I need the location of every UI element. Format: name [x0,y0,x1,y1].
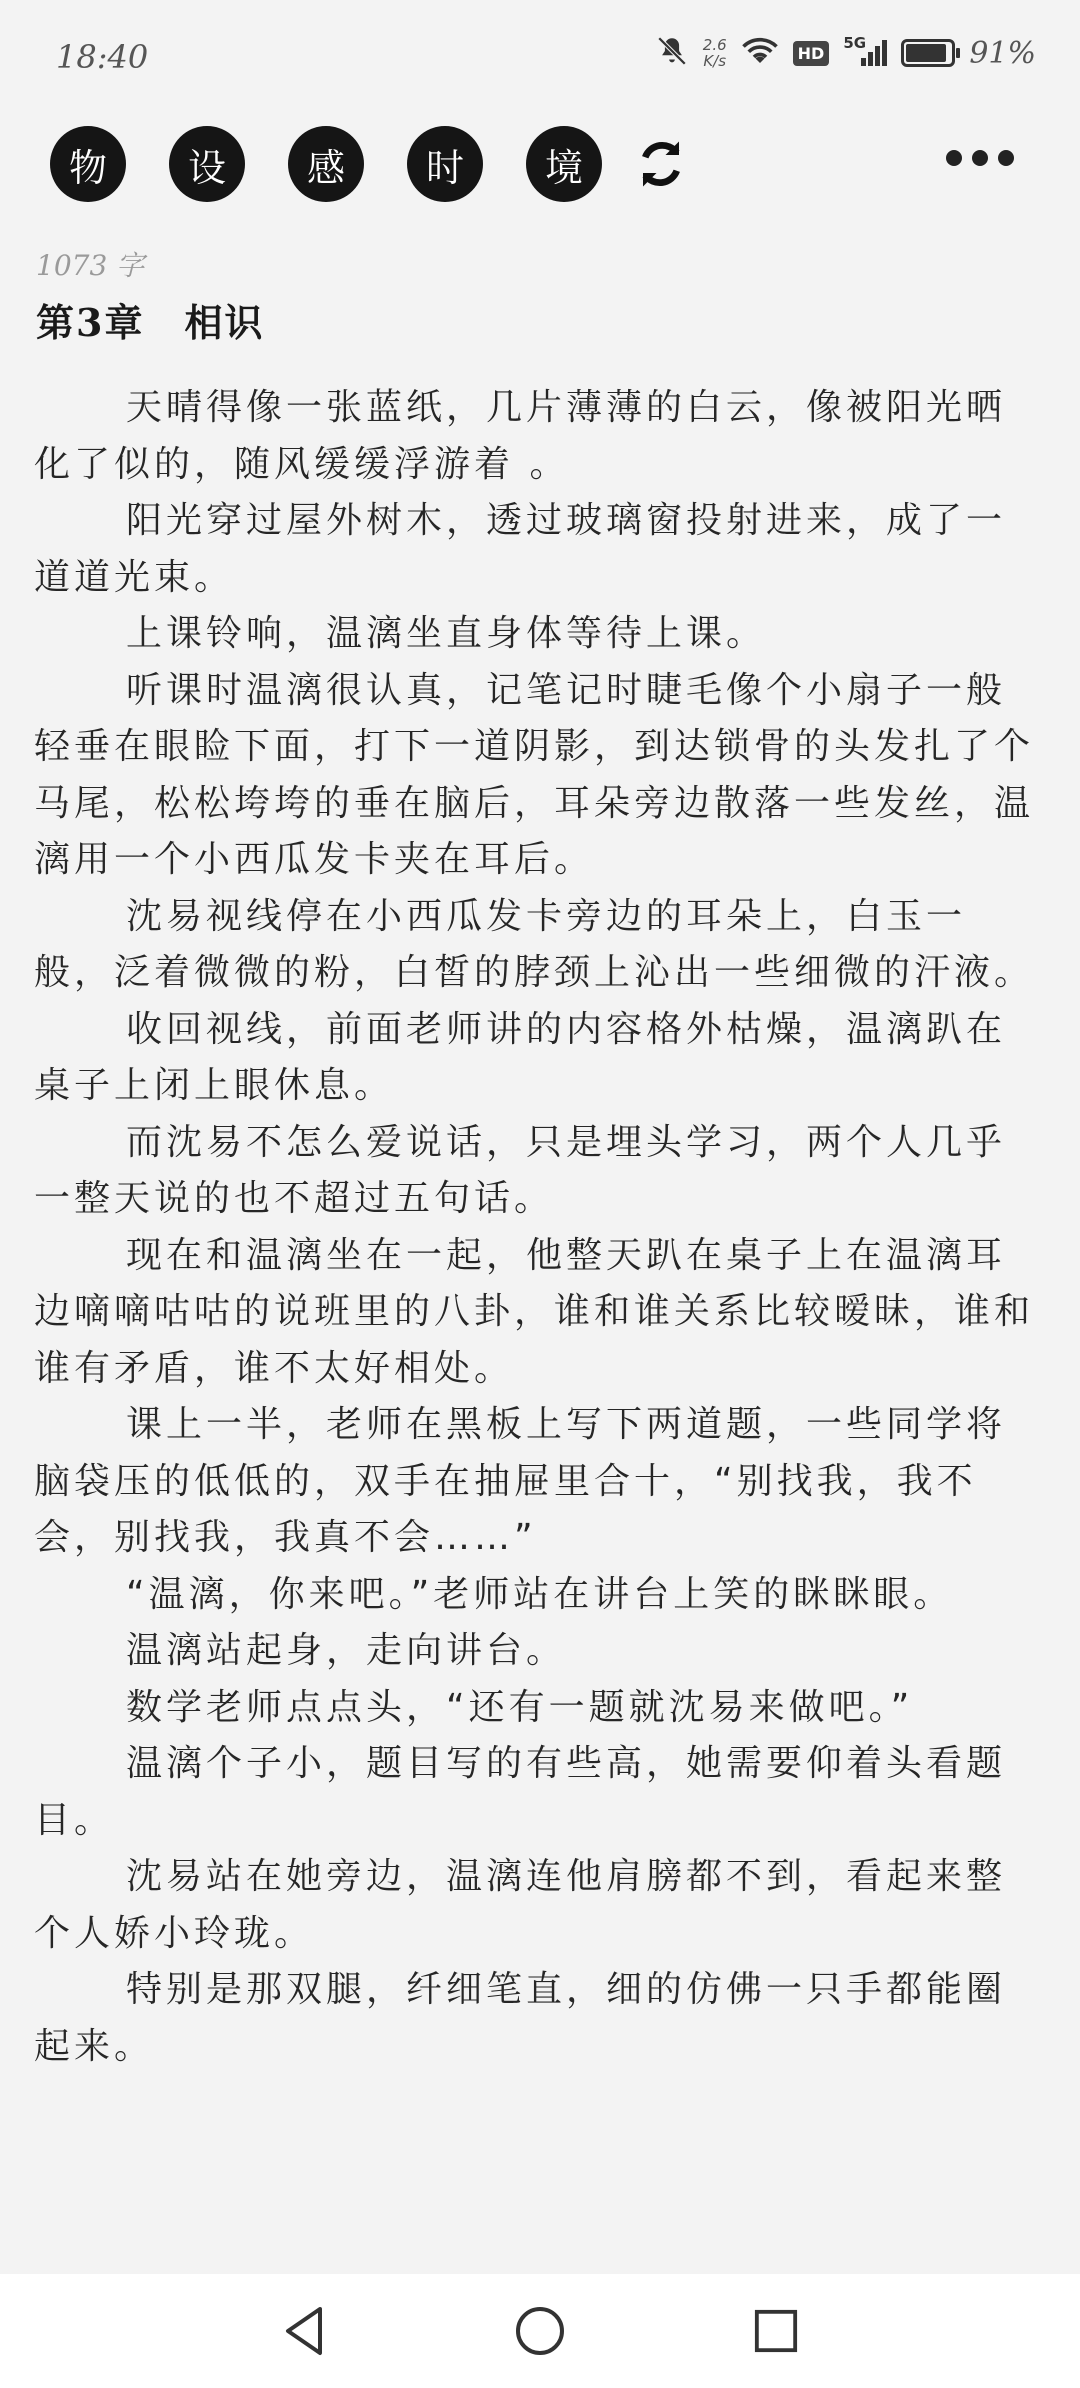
chapter-number: 第3章 [36,300,145,345]
chapter-name: 相识 [184,300,265,345]
paragraph: 温漓个子小，题目写的有些高，她需要仰着头看题目。 [34,1743,1007,1841]
chapter-title [36,292,264,347]
paragraph: 沈易视线停在小西瓜发卡旁边的耳朵上，白玉一般，泛着微微的粉，白皙的脖颈上沁出一些细微的汗液。 [34,895,1035,993]
status-bar [0,0,1080,118]
paragraph: 听课时温漓很认真，记笔记时睫毛像个小扇子一般轻垂在眼睑下面，打下一道阴影，到达锁骨的头发扎了个马尾，松松垮垮的垂在脑后，耳朵旁边散落一些发丝，温漓用一个小西瓜发卡夹在耳后。 [34,669,1035,880]
status-time: 18:40 [56,38,149,76]
tool-button-she[interactable]: 设 [169,126,245,202]
chapter-content [34,380,1044,2075]
paragraph: 而沈易不怎么爱说话，只是埋头学习，两个人几乎一整天说的也不超过五句话。 [34,1121,1007,1219]
more-dot [946,150,962,166]
status-icons [655,34,1036,72]
net-speed-unit: K/s [703,52,727,70]
paragraph: 阳光穿过屋外树木，透过玻璃窗投射进来，成了一道道光束。 [34,500,1007,598]
signal-label: 5G [843,34,867,52]
paragraph: 沈易站在她旁边，温漓连他肩膀都不到，看起来整个人娇小玲珑。 [34,1856,1007,1954]
word-count: 1073 字 [36,249,145,282]
paragraph: 温漓站起身，走向讲台。 [126,1630,567,1671]
mute-icon [655,34,689,72]
tool-button-gan[interactable]: 感 [288,126,364,202]
reader-toolbar [50,126,691,202]
wifi-icon [741,36,779,70]
more-dot [998,150,1014,166]
battery-fill [906,44,946,62]
home-icon[interactable] [512,2303,568,2359]
tool-button-jing[interactable]: 境 [526,126,602,202]
net-speed [703,37,727,69]
paragraph: “温漓，你来吧。”老师站在讲台上笑的眯眯眼。 [126,1573,954,1615]
paragraph: 收回视线，前面老师讲的内容格外枯燥，温漓趴在桌子上闭上眼休息。 [34,1008,1007,1106]
refresh-icon[interactable] [631,126,691,202]
paragraph: 天晴得像一张蓝纸，几片薄薄的白云，像被阳光晒化了似的，随风缓缓浮游着 。 [34,387,1007,485]
battery-percent: 91% [969,35,1036,71]
paragraph: 上课铃响，温漓坐直身体等待上课。 [126,613,767,654]
signal-icon [843,34,887,66]
hd-badge: HD [793,41,830,66]
paragraph: 课上一半，老师在黑板上写下两道题，一些同学将脑袋压的低低的，双手在抽屉里合十，“别找我，我不会，别找我，我真不会……” [34,1404,1007,1558]
more-dot [972,150,988,166]
net-speed-value: 2.6 [702,36,727,54]
system-nav-bar [0,2274,1080,2388]
more-icon[interactable] [946,150,1014,166]
tool-button-shi[interactable]: 时 [407,126,483,202]
paragraph: 特别是那双腿，纤细笔直，细的仿佛一只手都能圈起来。 [34,1969,1007,2067]
tool-button-wu[interactable]: 物 [50,126,126,202]
battery-icon [901,39,955,67]
paragraph: 数学老师点点头，“还有一题就沈易来做吧。” [126,1686,914,1728]
paragraph: 现在和温漓坐在一起，他整天趴在桌子上在温漓耳边嘀嘀咕咕的说班里的八卦，谁和谁关系比较暧昧，谁和谁有矛盾，谁不太好相处。 [34,1234,1035,1389]
back-icon[interactable] [276,2303,332,2359]
recents-icon[interactable] [748,2303,804,2359]
